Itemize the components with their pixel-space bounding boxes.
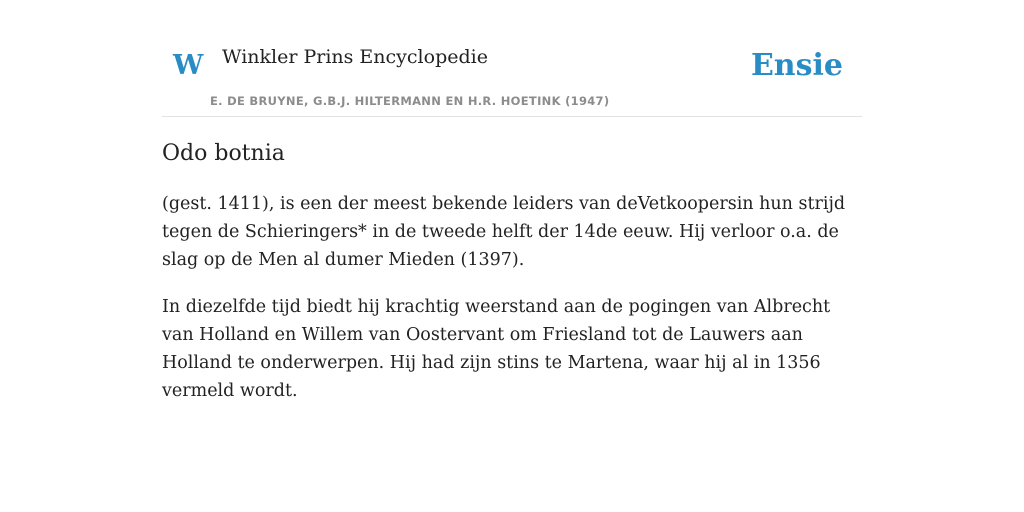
article-paragraph: (gest. 1411), is een der meest bekende leiders van deVetkoopersin hun strijd tegen de Schieringers* in de tweede helft der 14de eeuw. Hij verloor o.a. de slag op de Men al dumer Mieden (1397).: [162, 193, 846, 270]
encyclopedia-title[interactable]: Winkler Prins Encyclopedie: [222, 46, 488, 68]
article-title: Odo botnia: [162, 141, 285, 166]
article: [162, 139, 862, 405]
brand-logo[interactable]: Ensie: [750, 48, 843, 83]
encyclopedia-header: [162, 0, 862, 117]
encyclopedia-logo[interactable]: W: [173, 50, 204, 81]
article-paragraph: In diezelfde tijd biedt hij krachtig weerstand aan de pogingen van Albrecht van Holland en Willem van Oostervant om Friesland tot de Lauwers aan Holland te onderwerpen. Hij had zijn stins te Martena, waar hij al in 1356 vermeld wordt.: [162, 296, 831, 401]
encyclopedia-authors: E. DE BRUYNE, G.B.J. HILTERMANN EN H.R. HOETINK (1947): [210, 94, 610, 108]
